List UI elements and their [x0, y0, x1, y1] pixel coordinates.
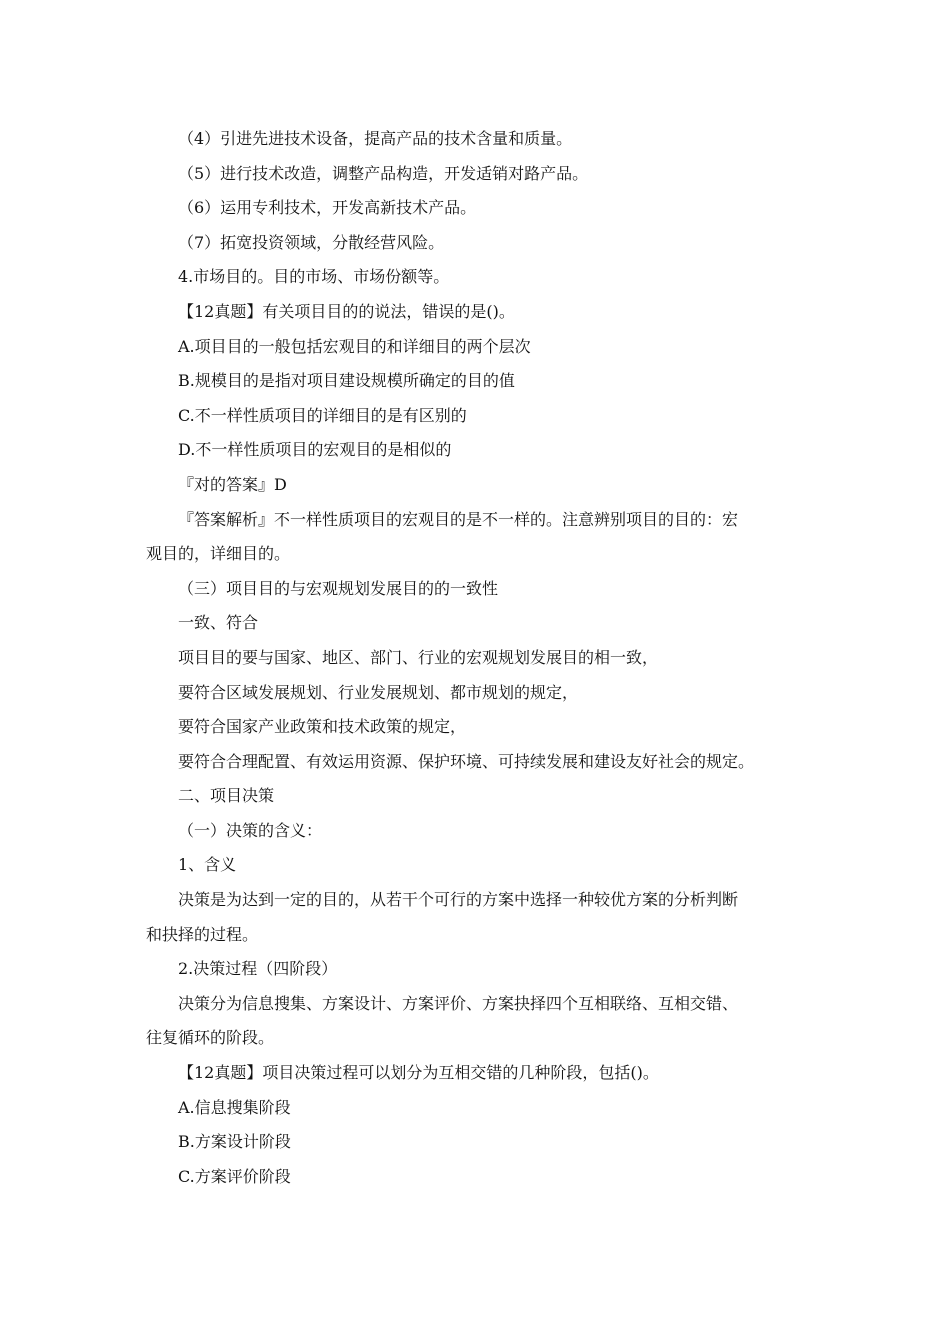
paragraph-line: B.规模目的是指对项目建设规模所确定的目的值: [178, 371, 515, 391]
document-body: [146, 122, 814, 1194]
paragraph-line: 观目的，详细目的。: [146, 544, 291, 564]
paragraph-line: 二、项目决策: [178, 786, 275, 806]
paragraph-line: 和抉择的过程。: [146, 924, 259, 944]
paragraph-line: 项目目的要与国家、地区、部门、行业的宏观规划发展目的相一致，: [178, 647, 659, 667]
paragraph-line: 要符合合理配置、有效运用资源、保护环境、可持续发展和建设友好社会的规定。: [178, 751, 755, 771]
paragraph-line: （7）拓宽投资领域，分散经营风险。: [178, 232, 445, 252]
paragraph-line: C.方案评价阶段: [178, 1166, 291, 1186]
paragraph-line: 【12真题】有关项目目的的说法，错误的是()。: [178, 301, 515, 321]
paragraph-line: 【12真题】项目决策过程可以划分为互相交错的几种阶段，包括()。: [178, 1063, 659, 1083]
paragraph-line: （一）决策的含义：: [178, 820, 323, 840]
paragraph-line: （6）运用专利技术，开发高新技术产品。: [178, 198, 477, 218]
paragraph-line: 一致、符合: [178, 613, 259, 633]
paragraph-line: 往复循环的阶段。: [146, 1028, 275, 1048]
paragraph-line: 2.决策过程（四阶段）: [178, 959, 338, 979]
paragraph-line: 决策是为达到一定的目的，从若干个可行的方案中选择一种较优方案的分析判断: [178, 890, 739, 910]
paragraph-line: （5）进行技术改造，调整产品构造，开发适销对路产品。: [178, 163, 589, 183]
paragraph-line: 1、含义: [178, 855, 237, 875]
paragraph-line: 要符合区域发展规划、行业发展规划、都市规划的规定，: [178, 682, 579, 702]
paragraph-line: A.信息搜集阶段: [178, 1097, 291, 1117]
paragraph-line: D.不一样性质项目的宏观目的是相似的: [178, 440, 452, 460]
paragraph-line: A.项目目的一般包括宏观目的和详细目的两个层次: [178, 336, 531, 356]
paragraph-line: 决策分为信息搜集、方案设计、方案评价、方案抉择四个互相联络、互相交错、: [178, 993, 739, 1013]
paragraph-line: 『对的答案』D: [178, 474, 287, 494]
paragraph-line: B.方案设计阶段: [178, 1132, 291, 1152]
paragraph-line: （4）引进先进技术设备，提高产品的技术含量和质量。: [178, 129, 573, 148]
paragraph-line: （三）项目目的与宏观规划发展目的的一致性: [178, 578, 499, 598]
paragraph-line: C.不一样性质项目的详细目的是有区别的: [178, 405, 467, 425]
paragraph-line: 『答案解析』不一样性质项目的宏观目的是不一样的。注意辨别项目的目的：宏: [178, 509, 739, 529]
paragraph-line: 要符合国家产业政策和技术政策的规定，: [178, 717, 467, 737]
paragraph-line: 4.市场目的。目的市场、市场份额等。: [178, 267, 450, 287]
